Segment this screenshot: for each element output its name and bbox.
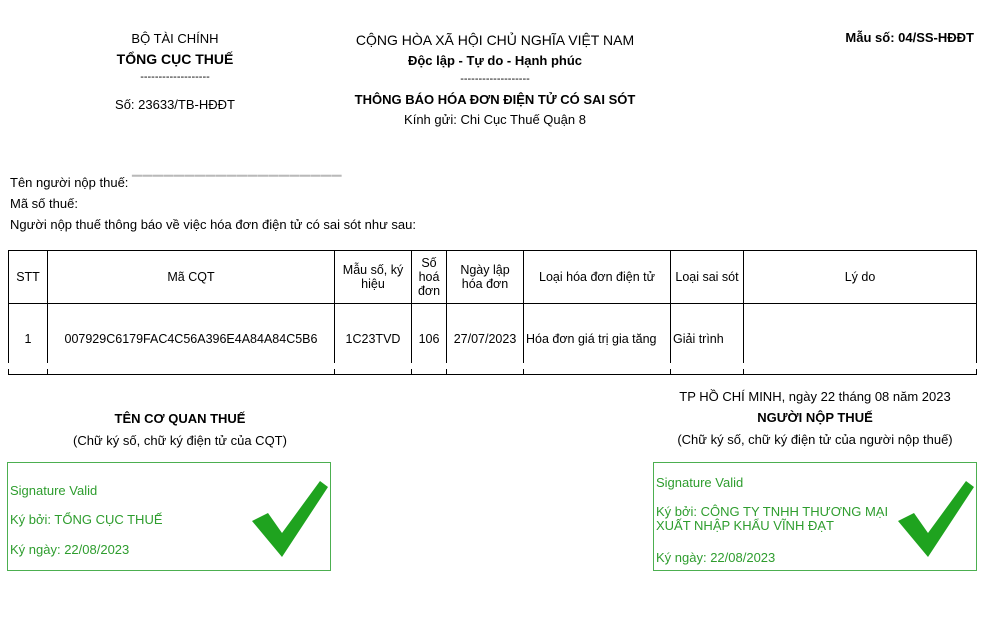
ministry-name: BỘ TÀI CHÍNH	[131, 31, 219, 46]
table-bottom-cut	[8, 363, 980, 369]
recipient-line: Kính gửi: Chi Cục Thuế Quận 8	[404, 112, 586, 127]
header-left-divider: -------------------	[140, 71, 210, 83]
col-mau-so: Mẫu số, ký hiệu	[335, 251, 412, 304]
valid-check-icon	[248, 475, 330, 561]
taxpayer-signed-date: Ký ngày: 22/08/2023	[656, 550, 776, 565]
col-so-hoa-don: Số hoá đơn	[412, 251, 447, 304]
place-and-date: TP HỒ CHÍ MINH, ngày 22 tháng 08 năm 2023	[679, 389, 951, 404]
cell-loai-hoa-don: Hóa đơn giá trị gia tăng	[524, 304, 671, 375]
taxpayer-signature-status: Signature Valid	[656, 475, 744, 490]
issuer-block	[100, 30, 250, 114]
country-name: CỘNG HÒA XÃ HỘI CHỦ NGHĨA VIỆT NAM	[355, 32, 635, 48]
col-loai-sai-sot: Loại sai sót	[671, 251, 744, 304]
col-ngay-lap: Ngày lập hóa đơn	[447, 251, 524, 304]
taxpayer-name-redacted: ▔▔▔▔▔▔▔▔▔▔▔▔▔▔▔▔▔▔▔▔	[132, 175, 342, 190]
taxpayer-subtitle: (Chữ ký số, chữ ký điện tử của người nộp thuế)	[677, 432, 953, 447]
cell-mau-so: 1C23TVD	[335, 304, 412, 375]
tax-code-label: Mã số thuế:	[10, 196, 78, 211]
department-name: TỔNG CỤC THUẾ	[116, 51, 234, 67]
national-header	[330, 30, 660, 130]
national-motto: Độc lập - Tự do - Hạnh phúc	[407, 53, 583, 68]
col-ma-cqt: Mã CQT	[48, 251, 335, 304]
cell-loai-sai-sot: Giải trình	[671, 304, 744, 375]
col-stt: STT	[9, 251, 48, 304]
table-header-row	[9, 251, 977, 304]
error-invoice-table	[8, 250, 977, 375]
authority-signature-box[interactable]	[7, 462, 331, 571]
authority-signed-date: Ký ngày: 22/08/2023	[10, 542, 130, 557]
authority-signed-by: Ký bởi: TỔNG CỤC THUẾ	[10, 512, 163, 527]
authority-title: TÊN CƠ QUAN THUẾ	[114, 411, 246, 426]
notice-intro: Người nộp thuế thông báo về việc hóa đơn điện tử có sai sót như sau:	[10, 217, 416, 232]
authority-subtitle: (Chữ ký số, chữ ký điện tử của CQT)	[73, 433, 287, 448]
taxpayer-signed-by: Ký bởi: CÔNG TY TNHH THƯƠNG MẠI XUẤT NHẬP KHẨU VĨNH ĐẠT	[656, 504, 889, 533]
cell-stt: 1	[9, 304, 48, 375]
form-number: Mẫu số: 04/SS-HĐĐT	[845, 30, 974, 45]
cell-ma-cqt: 007929C6179FAC4C56A396E4A84A84C5B6	[48, 304, 335, 375]
col-loai-hoa-don: Loại hóa đơn điện tử	[524, 251, 671, 304]
header-center-divider: -------------------	[460, 73, 530, 85]
cell-so-hoa-don: 106	[412, 304, 447, 375]
taxpayer-name-label: Tên người nộp thuế:	[10, 175, 129, 190]
taxpayer-name-row	[10, 175, 342, 191]
valid-check-icon	[894, 475, 976, 561]
taxpayer-signature-box[interactable]	[653, 462, 977, 571]
authority-signature-status: Signature Valid	[10, 483, 98, 498]
col-ly-do: Lý do	[744, 251, 977, 304]
document-number: Số: 23633/TB-HĐĐT	[115, 97, 235, 112]
taxpayer-title: NGƯỜI NỘP THUẾ	[757, 410, 873, 425]
cell-ngay-lap: 27/07/2023	[447, 304, 524, 375]
document-title: THÔNG BÁO HÓA ĐƠN ĐIỆN TỬ CÓ SAI SÓT	[354, 92, 636, 107]
